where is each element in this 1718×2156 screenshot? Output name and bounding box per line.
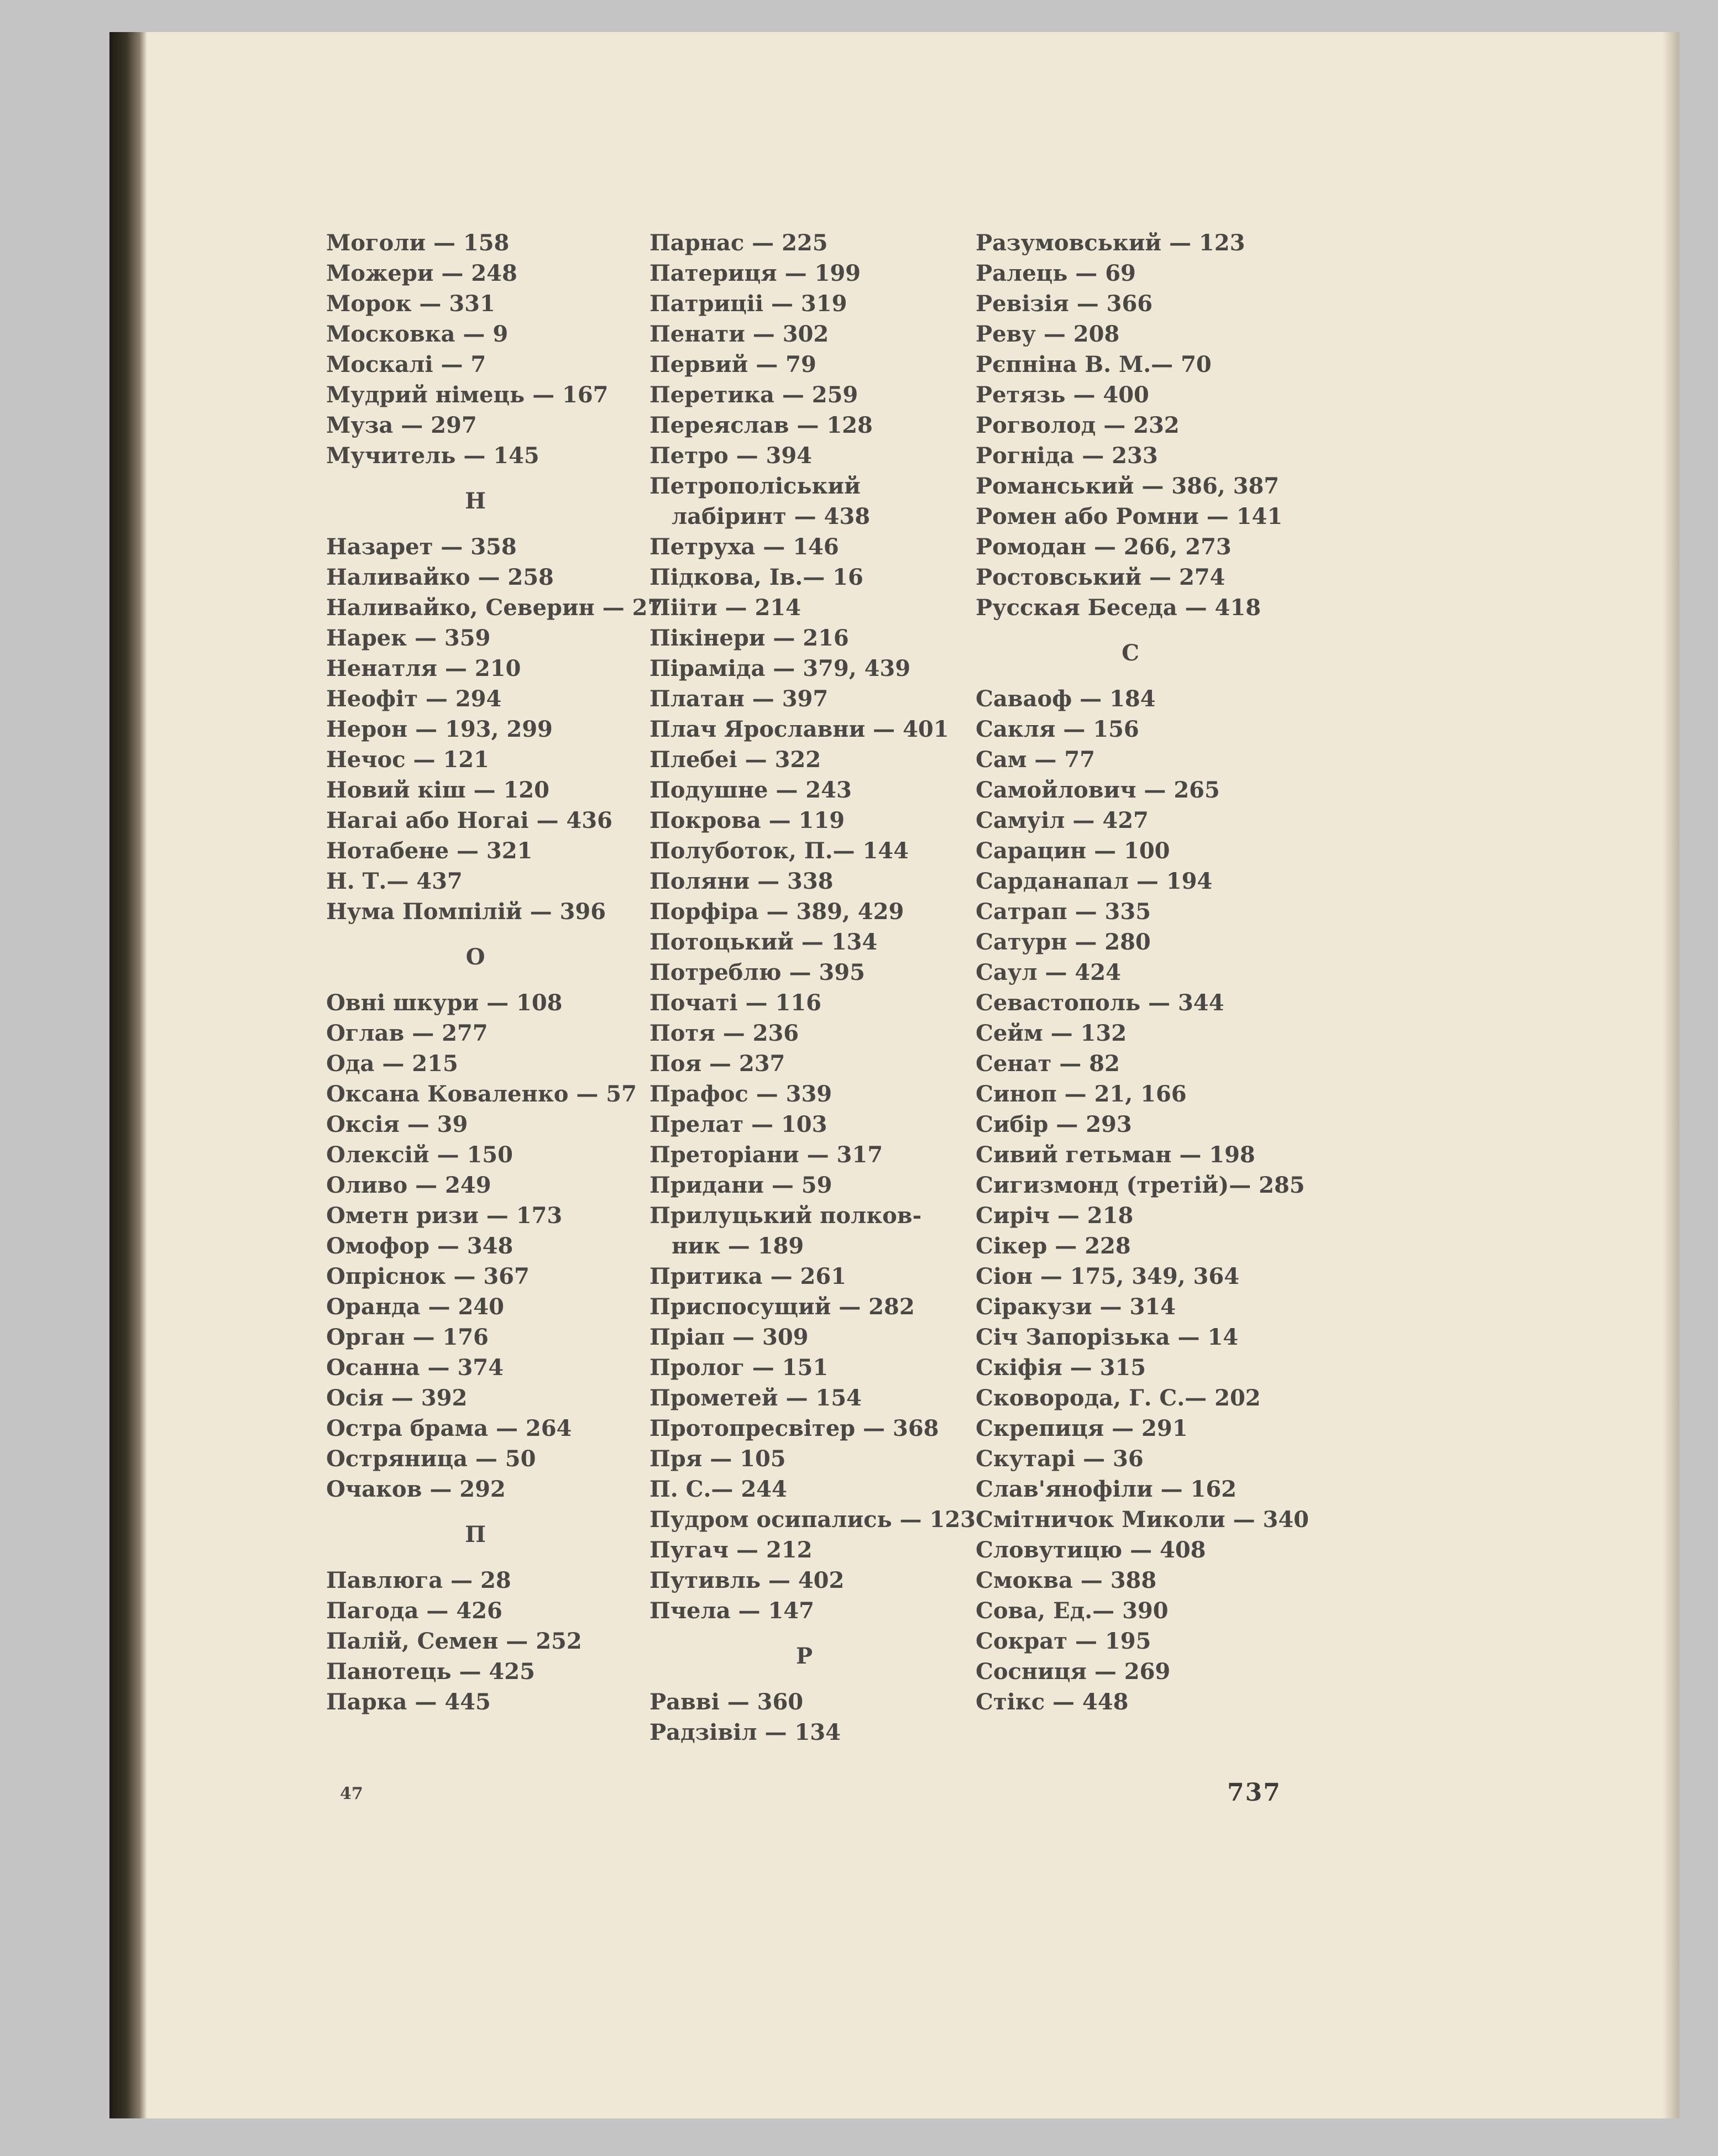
index-entry: Поя — 237 bbox=[650, 1051, 785, 1077]
index-entry: Ростовський — 274 bbox=[976, 564, 1225, 590]
index-entry: Придани — 59 bbox=[650, 1172, 832, 1198]
index-entry: Скіфія — 315 bbox=[976, 1355, 1146, 1381]
index-entry: Разумовський — 123 bbox=[976, 230, 1245, 256]
index-entry: Сам — 77 bbox=[976, 747, 1096, 773]
index-entry: Самойлович — 265 bbox=[976, 777, 1220, 803]
index-entry: Ненатля — 210 bbox=[326, 655, 521, 681]
index-entry: Остряница — 50 bbox=[326, 1446, 536, 1472]
index-entry: Пііти — 214 bbox=[650, 595, 801, 621]
index-entry: Первий — 79 bbox=[650, 352, 816, 377]
index-entry: Муза — 297 bbox=[326, 412, 477, 438]
index-entry: Путивль — 402 bbox=[650, 1567, 845, 1593]
index-entry: Прафос — 339 bbox=[650, 1081, 832, 1107]
index-column-2 bbox=[650, 228, 976, 1748]
index-entry: Петро — 394 bbox=[650, 443, 813, 469]
index-entry: Сіракузи — 314 bbox=[976, 1294, 1176, 1320]
index-entry: Оранда — 240 bbox=[326, 1294, 504, 1320]
index-entry: Сікер — 228 bbox=[976, 1233, 1131, 1259]
index-entry: Оксана Коваленко — 57 bbox=[326, 1081, 637, 1107]
index-entry: Севастополь — 344 bbox=[976, 990, 1224, 1016]
index-entry: Прометей — 154 bbox=[650, 1385, 862, 1411]
index-entry: Парка — 445 bbox=[326, 1689, 491, 1715]
index-entry: Пудром осипались — 123 bbox=[650, 1507, 976, 1533]
index-entry: Орган — 176 bbox=[326, 1324, 489, 1350]
index-entry: Оглав — 277 bbox=[326, 1020, 488, 1046]
index-entry: Панотець — 425 bbox=[326, 1659, 535, 1685]
index-entry: Слав'янофіли — 162 bbox=[976, 1476, 1237, 1502]
index-entry: Опріснок — 367 bbox=[326, 1263, 530, 1289]
index-entry: Назарет — 358 bbox=[326, 534, 517, 560]
index-entry: Скрепиця — 291 bbox=[976, 1415, 1188, 1441]
index-entry: Смітничок Миколи — 340 bbox=[976, 1507, 1310, 1533]
index-entry: Палій, Семен — 252 bbox=[326, 1628, 582, 1654]
index-entry: Сибір — 293 bbox=[976, 1111, 1132, 1137]
index-entry: Нагаі або Ногаі — 436 bbox=[326, 807, 612, 833]
index-entry: Подушне — 243 bbox=[650, 777, 852, 803]
index-entry: Нерон — 193, 299 bbox=[326, 716, 553, 742]
index-entry: Сарданапал — 194 bbox=[976, 868, 1213, 894]
index-entry: Пугач — 212 bbox=[650, 1537, 813, 1563]
index-entry: Ода — 215 bbox=[326, 1051, 458, 1077]
index-entry: Пря — 105 bbox=[650, 1446, 786, 1472]
index-entry: Ометн ризи — 173 bbox=[326, 1203, 563, 1229]
index-entry: Прелат — 103 bbox=[650, 1111, 827, 1137]
index-column-3 bbox=[976, 228, 1310, 1717]
index-entry: Синоп — 21, 166 bbox=[976, 1081, 1187, 1107]
index-entry: Ромодан — 266, 273 bbox=[976, 534, 1232, 560]
index-entry: Переяслав — 128 bbox=[650, 412, 873, 438]
index-entry: Рєпніна В. М.— 70 bbox=[976, 352, 1212, 377]
index-entry: Сенат — 82 bbox=[976, 1051, 1120, 1077]
book-spine-shadow bbox=[109, 32, 147, 2118]
index-entry: Неофіт — 294 bbox=[326, 686, 502, 712]
index-entry: Пролог — 151 bbox=[650, 1355, 829, 1381]
section-letter: П bbox=[465, 1522, 486, 1548]
index-entry: Сигизмонд (третій)— 285 bbox=[976, 1172, 1305, 1198]
index-entry: Сакля — 156 bbox=[976, 716, 1139, 742]
index-entry: Платан — 397 bbox=[650, 686, 829, 712]
index-entry: Москалі — 7 bbox=[326, 352, 486, 377]
printer-signature: 47 bbox=[340, 1784, 363, 1803]
index-entry: Равві — 360 bbox=[650, 1689, 804, 1715]
index-entry: Ретязь — 400 bbox=[976, 382, 1149, 408]
index-entry: Осанна — 374 bbox=[326, 1355, 504, 1381]
index-entry: Преторіани — 317 bbox=[650, 1142, 883, 1168]
index-entry: Петруха — 146 bbox=[650, 534, 839, 560]
index-entry: Перетика — 259 bbox=[650, 382, 858, 408]
index-entry: Осія — 392 bbox=[326, 1385, 468, 1411]
index-entry: Самуіл — 427 bbox=[976, 807, 1149, 833]
index-entry: Полуботок, П.— 144 bbox=[650, 838, 909, 864]
index-entry: Русская Беседа — 418 bbox=[976, 595, 1261, 621]
index-entry: Сиріч — 218 bbox=[976, 1203, 1134, 1229]
index-entry: Сова, Ед.— 390 bbox=[976, 1598, 1169, 1624]
index-entry: Можери — 248 bbox=[326, 260, 517, 286]
index-entry: Морок — 331 bbox=[326, 291, 495, 317]
index-entry: Наливайко, Северин — 27 bbox=[326, 595, 663, 621]
index-entry: Очаков — 292 bbox=[326, 1476, 506, 1502]
index-entry: Саул — 424 bbox=[976, 959, 1121, 985]
index-entry: Протопресвітер — 368 bbox=[650, 1415, 939, 1441]
index-entry: Рогволод — 232 bbox=[976, 412, 1180, 438]
index-entry: Пріап — 309 bbox=[650, 1324, 809, 1350]
index-entry: Ревізія — 366 bbox=[976, 291, 1153, 317]
index-entry: Омофор — 348 bbox=[326, 1233, 514, 1259]
index-entry: Скутарі — 36 bbox=[976, 1446, 1144, 1472]
index-entry: Новий кіш — 120 bbox=[326, 777, 549, 803]
section-letter: Н bbox=[465, 488, 486, 514]
page-edge bbox=[1663, 32, 1679, 2118]
index-entry: Притика — 261 bbox=[650, 1263, 847, 1289]
index-entry: Олексій — 150 bbox=[326, 1142, 513, 1168]
page-number: 737 bbox=[1227, 1779, 1281, 1807]
section-letter: О bbox=[465, 944, 485, 970]
index-entry: Ралець — 69 bbox=[976, 260, 1136, 286]
index-entry: Романський — 386, 387 bbox=[976, 473, 1280, 499]
index-entry: Павлюга — 28 bbox=[326, 1567, 511, 1593]
index-entry: Пчела — 147 bbox=[650, 1598, 814, 1624]
index-entry: Патриціі — 319 bbox=[650, 291, 847, 317]
index-entry: Моголи — 158 bbox=[326, 230, 510, 256]
index-entry: Рогніда — 233 bbox=[976, 443, 1158, 469]
index-entry: Нума Помпілій — 396 bbox=[326, 899, 606, 925]
section-letter: С bbox=[1122, 640, 1139, 666]
index-entry: Початі — 116 bbox=[650, 990, 821, 1016]
index-entry: Наливайко — 258 bbox=[326, 564, 554, 590]
index-entry: Мудрий німець — 167 bbox=[326, 382, 609, 408]
index-entry: Покрова — 119 bbox=[650, 807, 845, 833]
index-entry: Пенати — 302 bbox=[650, 321, 829, 347]
index-entry: Московка — 9 bbox=[326, 321, 509, 347]
index-entry: Смоква — 388 bbox=[976, 1567, 1157, 1593]
index-entry: ник — 189 bbox=[672, 1233, 804, 1259]
index-entry: Реву — 208 bbox=[976, 321, 1120, 347]
index-entry: Мучитель — 145 bbox=[326, 443, 540, 469]
index-entry: Сіон — 175, 349, 364 bbox=[976, 1263, 1240, 1289]
index-entry: Петрополіський bbox=[650, 473, 861, 499]
index-entry: Саваоф — 184 bbox=[976, 686, 1156, 712]
index-entry: Сократ — 195 bbox=[976, 1628, 1151, 1654]
index-entry: Патериця — 199 bbox=[650, 260, 861, 286]
index-entry: Нотабене — 321 bbox=[326, 838, 533, 864]
index-entry: Ромен або Ромни — 141 bbox=[976, 503, 1283, 529]
section-letter: Р bbox=[795, 1643, 813, 1669]
index-entry: Сейм — 132 bbox=[976, 1020, 1127, 1046]
index-entry: Порфіра — 389, 429 bbox=[650, 899, 904, 925]
index-entry: Нарек — 359 bbox=[326, 625, 491, 651]
index-entry: Сатрап — 335 bbox=[976, 899, 1151, 925]
index-entry: Приспосущий — 282 bbox=[650, 1294, 915, 1320]
index-entry: Пікінери — 216 bbox=[650, 625, 849, 651]
index-entry: Сатурн — 280 bbox=[976, 929, 1151, 955]
index-entry: Підкова, Ів.— 16 bbox=[650, 564, 863, 590]
index-entry: Овні шкури — 108 bbox=[326, 990, 563, 1016]
index-entry: Стікс — 448 bbox=[976, 1689, 1129, 1715]
index-entry: Словутицю — 408 bbox=[976, 1537, 1206, 1563]
index-entry: Парнас — 225 bbox=[650, 230, 828, 256]
index-entry: Плебеі — 322 bbox=[650, 747, 821, 773]
index-entry: Сивий гетьман — 198 bbox=[976, 1142, 1255, 1168]
index-entry: Остра брама — 264 bbox=[326, 1415, 572, 1441]
index-entry: Сковорода, Г. С.— 202 bbox=[976, 1385, 1261, 1411]
index-entry: Радзівіл — 134 bbox=[650, 1719, 841, 1745]
index-column-1 bbox=[326, 228, 663, 1717]
index-entry: Н. Т.— 437 bbox=[326, 868, 463, 894]
index-entry: Пагода — 426 bbox=[326, 1598, 502, 1624]
index-entry: лабіринт — 438 bbox=[672, 503, 871, 529]
index-entry: Поляни — 338 bbox=[650, 868, 834, 894]
index-entry: Потя — 236 bbox=[650, 1020, 799, 1046]
index-entry: Потоцький — 134 bbox=[650, 929, 878, 955]
index-entry: Плач Ярославни — 401 bbox=[650, 716, 949, 742]
index-entry: П. С.— 244 bbox=[650, 1476, 787, 1502]
index-entry: Січ Запорізька — 14 bbox=[976, 1324, 1239, 1350]
index-entry: Сарацин — 100 bbox=[976, 838, 1170, 864]
index-entry: Сосниця — 269 bbox=[976, 1659, 1171, 1685]
index-entry: Прилуцький полков- bbox=[650, 1203, 922, 1229]
index-entry: Потреблю — 395 bbox=[650, 959, 865, 985]
index-entry: Оливо — 249 bbox=[326, 1172, 491, 1198]
index-entry: Оксія — 39 bbox=[326, 1111, 468, 1137]
index-entry: Нечос — 121 bbox=[326, 747, 489, 773]
index-entry: Піраміда — 379, 439 bbox=[650, 655, 911, 681]
